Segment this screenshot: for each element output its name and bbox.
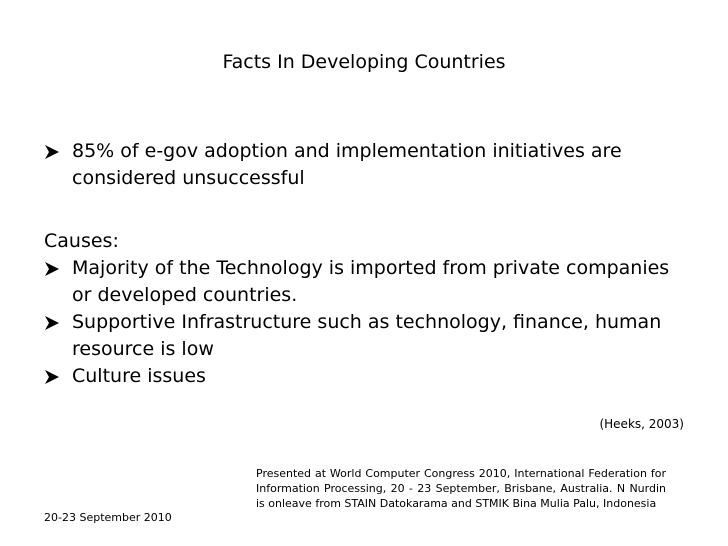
cause-bullet-1 bbox=[44, 255, 694, 309]
arrow-bullet-icon bbox=[44, 261, 60, 277]
arrow-bullet-icon bbox=[44, 144, 60, 160]
cause-bullet-3 bbox=[44, 363, 694, 390]
slide-title: Facts In Developing Countries bbox=[222, 51, 506, 73]
intro-bullet-text: 85% of e-gov adoption and implementation initiatives are considered unsuccessful bbox=[72, 140, 622, 189]
intro-bullet bbox=[44, 138, 694, 192]
citation: (Heeks, 2003) bbox=[599, 417, 684, 431]
cause-bullet-2 bbox=[44, 309, 694, 363]
arrow-bullet-icon bbox=[44, 315, 60, 331]
causes-label: Causes: bbox=[44, 230, 119, 252]
cause-bullet-text: Culture issues bbox=[72, 365, 206, 387]
footer-note: Presented at World Computer Congress 2010, International Federation for Information Processing, 20 - 23 September, Brisbane, Australia. N Nurdin is onleave from STAIN Datokarama and STMIK Bina Mulia Palu, Indonesia bbox=[256, 467, 666, 510]
intro-bullet-block bbox=[44, 138, 694, 192]
footer-date: 20-23 September 2010 bbox=[44, 511, 172, 524]
arrow-bullet-icon bbox=[44, 369, 60, 385]
causes-block bbox=[44, 228, 694, 390]
cause-bullet-text: Supportive Infrastructure such as technology, finance, human resource is low bbox=[72, 311, 662, 360]
cause-bullet-text: Majority of the Technology is imported from private companies or developed countries. bbox=[72, 257, 670, 306]
